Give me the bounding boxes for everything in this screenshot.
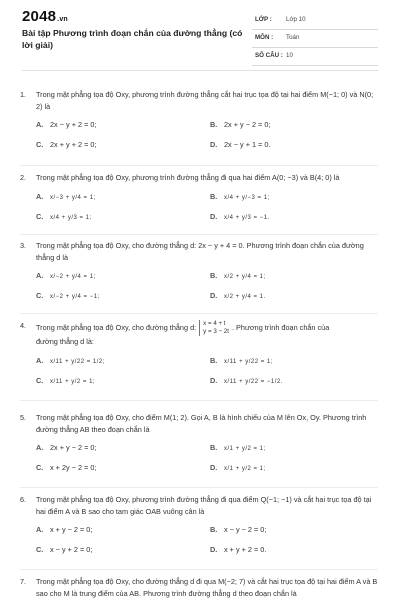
option-b[interactable]: B. x/11 + y/22 = 1;	[210, 355, 273, 365]
question-divider	[20, 400, 378, 401]
option-a[interactable]: A. x/−2 + y/4 = 1;	[36, 271, 96, 280]
meta-table	[252, 12, 378, 66]
option-c[interactable]: C. x/4 + y/3 = 1;	[36, 211, 92, 221]
site-logo[interactable]: 2048.vn	[22, 8, 68, 25]
option-b[interactable]: B. x/4 + y/−3 = 1;	[210, 191, 270, 201]
option-a[interactable]: A. 2x − y + 2 = 0;	[36, 120, 97, 129]
question-divider	[20, 569, 378, 570]
document-title: Bài tập Phương trình đoạn chắn của đường thẳng (có lời giải)	[22, 28, 243, 50]
option-b[interactable]: B. x/1 + y/2 = 1;	[210, 443, 266, 452]
question-stem: 7. Trong mặt phẳng tọa độ Oxy, cho đường thẳng d đi qua M(−2; 7) và cắt hai trục tọa độ tại hai điểm A và B sao cho M là trung điểm của AB. Phương trình đường thẳng d theo đoạn chắn là	[20, 577, 378, 598]
question-2	[20, 172, 380, 238]
option-c[interactable]: C. x + 2y − 2 = 0;	[36, 463, 97, 472]
question-5	[20, 412, 380, 489]
meta-row-class: LỚP : Lớp 10	[252, 12, 378, 30]
header-divider	[22, 70, 378, 71]
option-b[interactable]: B. 2x + y − 2 = 0;	[210, 120, 271, 129]
option-d[interactable]: D. x + y + 2 = 0.	[210, 545, 267, 554]
option-c[interactable]: C. x/−2 + y/4 = −1;	[36, 291, 100, 300]
option-d[interactable]: D. 2x − y + 1 = 0.	[210, 140, 271, 149]
option-b[interactable]: B. x/2 + y/4 = 1;	[210, 271, 266, 280]
option-d[interactable]: D. x/2 + y/4 = 1.	[210, 291, 266, 300]
equation-system: x = 4 + t y = 3 − 2t	[199, 320, 229, 336]
meta-row-question-count: SỐ CÂU : 10	[252, 48, 378, 66]
option-a[interactable]: A. x/−3 + y/4 = 1;	[36, 191, 96, 201]
question-divider	[20, 487, 378, 488]
question-1	[20, 89, 380, 166]
option-a[interactable]: A. 2x + y − 2 = 0;	[36, 443, 97, 452]
answer-options	[20, 356, 380, 402]
option-d[interactable]: D. x/4 + y/3 = −1.	[210, 211, 270, 221]
option-c[interactable]: C. 2x + y + 2 = 0;	[36, 140, 97, 149]
answer-options	[20, 443, 380, 489]
option-a[interactable]: A. x/11 + y/22 = 1/2;	[36, 355, 105, 365]
option-c[interactable]: C. x/11 + y/2 = 1;	[36, 375, 96, 385]
question-6	[20, 494, 380, 571]
question-4	[20, 320, 380, 402]
question-stem: 2. Trong mặt phẳng tọa độ Oxy, phương trình đường thẳng đi qua hai điểm A(0; −3) và B(4; 0) là	[20, 173, 340, 182]
answer-options	[20, 192, 380, 238]
question-stem: 5. Trong mặt phẳng tọa độ Oxy, cho điểm M(1; 2). Gọi A, B là hình chiếu của M lên Ox, Oy. Phương trình đường thẳng AB theo đoạn chắn là	[20, 413, 367, 434]
option-c[interactable]: C. x − y + 2 = 0;	[36, 545, 93, 554]
question-stem: 1. Trong mặt phẳng tọa độ Oxy, phương trình đường thẳng cắt hai trục tọa độ tại hai điểm M(−1; 0) và N(0; 2) là	[20, 90, 374, 111]
option-b[interactable]: B. x − y − 2 = 0;	[210, 525, 267, 534]
option-d[interactable]: D. x/1 + y/2 = 1;	[210, 463, 266, 472]
question-3	[20, 240, 380, 317]
question-stem: 6. Trong mặt phẳng tọa độ Oxy, phương trình đường thẳng đi qua điểm Q(−1; −1) và cắt hai trục tọa độ tại hai điểm A và B sao cho tam giác OAB vuông cân là	[20, 495, 372, 516]
question-divider	[20, 234, 378, 235]
question-divider	[20, 313, 378, 314]
question-stem: 4. Trong mặt phẳng tọa độ Oxy, cho đường thẳng d: x = 4 + t y = 3 − 2t . Phương trình đoạn chắn của đường thẳng d là:	[20, 320, 330, 346]
question-divider	[20, 165, 378, 166]
question-7	[20, 576, 380, 599]
answer-options	[20, 525, 380, 571]
option-a[interactable]: A. x + y − 2 = 0;	[36, 525, 93, 534]
answer-options	[20, 271, 380, 317]
answer-options	[20, 120, 380, 166]
option-d[interactable]: D. x/11 + y/22 = −1/2.	[210, 375, 283, 385]
question-stem: 3. Trong mặt phẳng tọa độ Oxy, cho đường thẳng d: 2x − y + 4 = 0. Phương trình đoạn chắn của đường thẳng d là	[20, 241, 364, 262]
meta-row-subject: MÔN : Toán	[252, 30, 378, 48]
